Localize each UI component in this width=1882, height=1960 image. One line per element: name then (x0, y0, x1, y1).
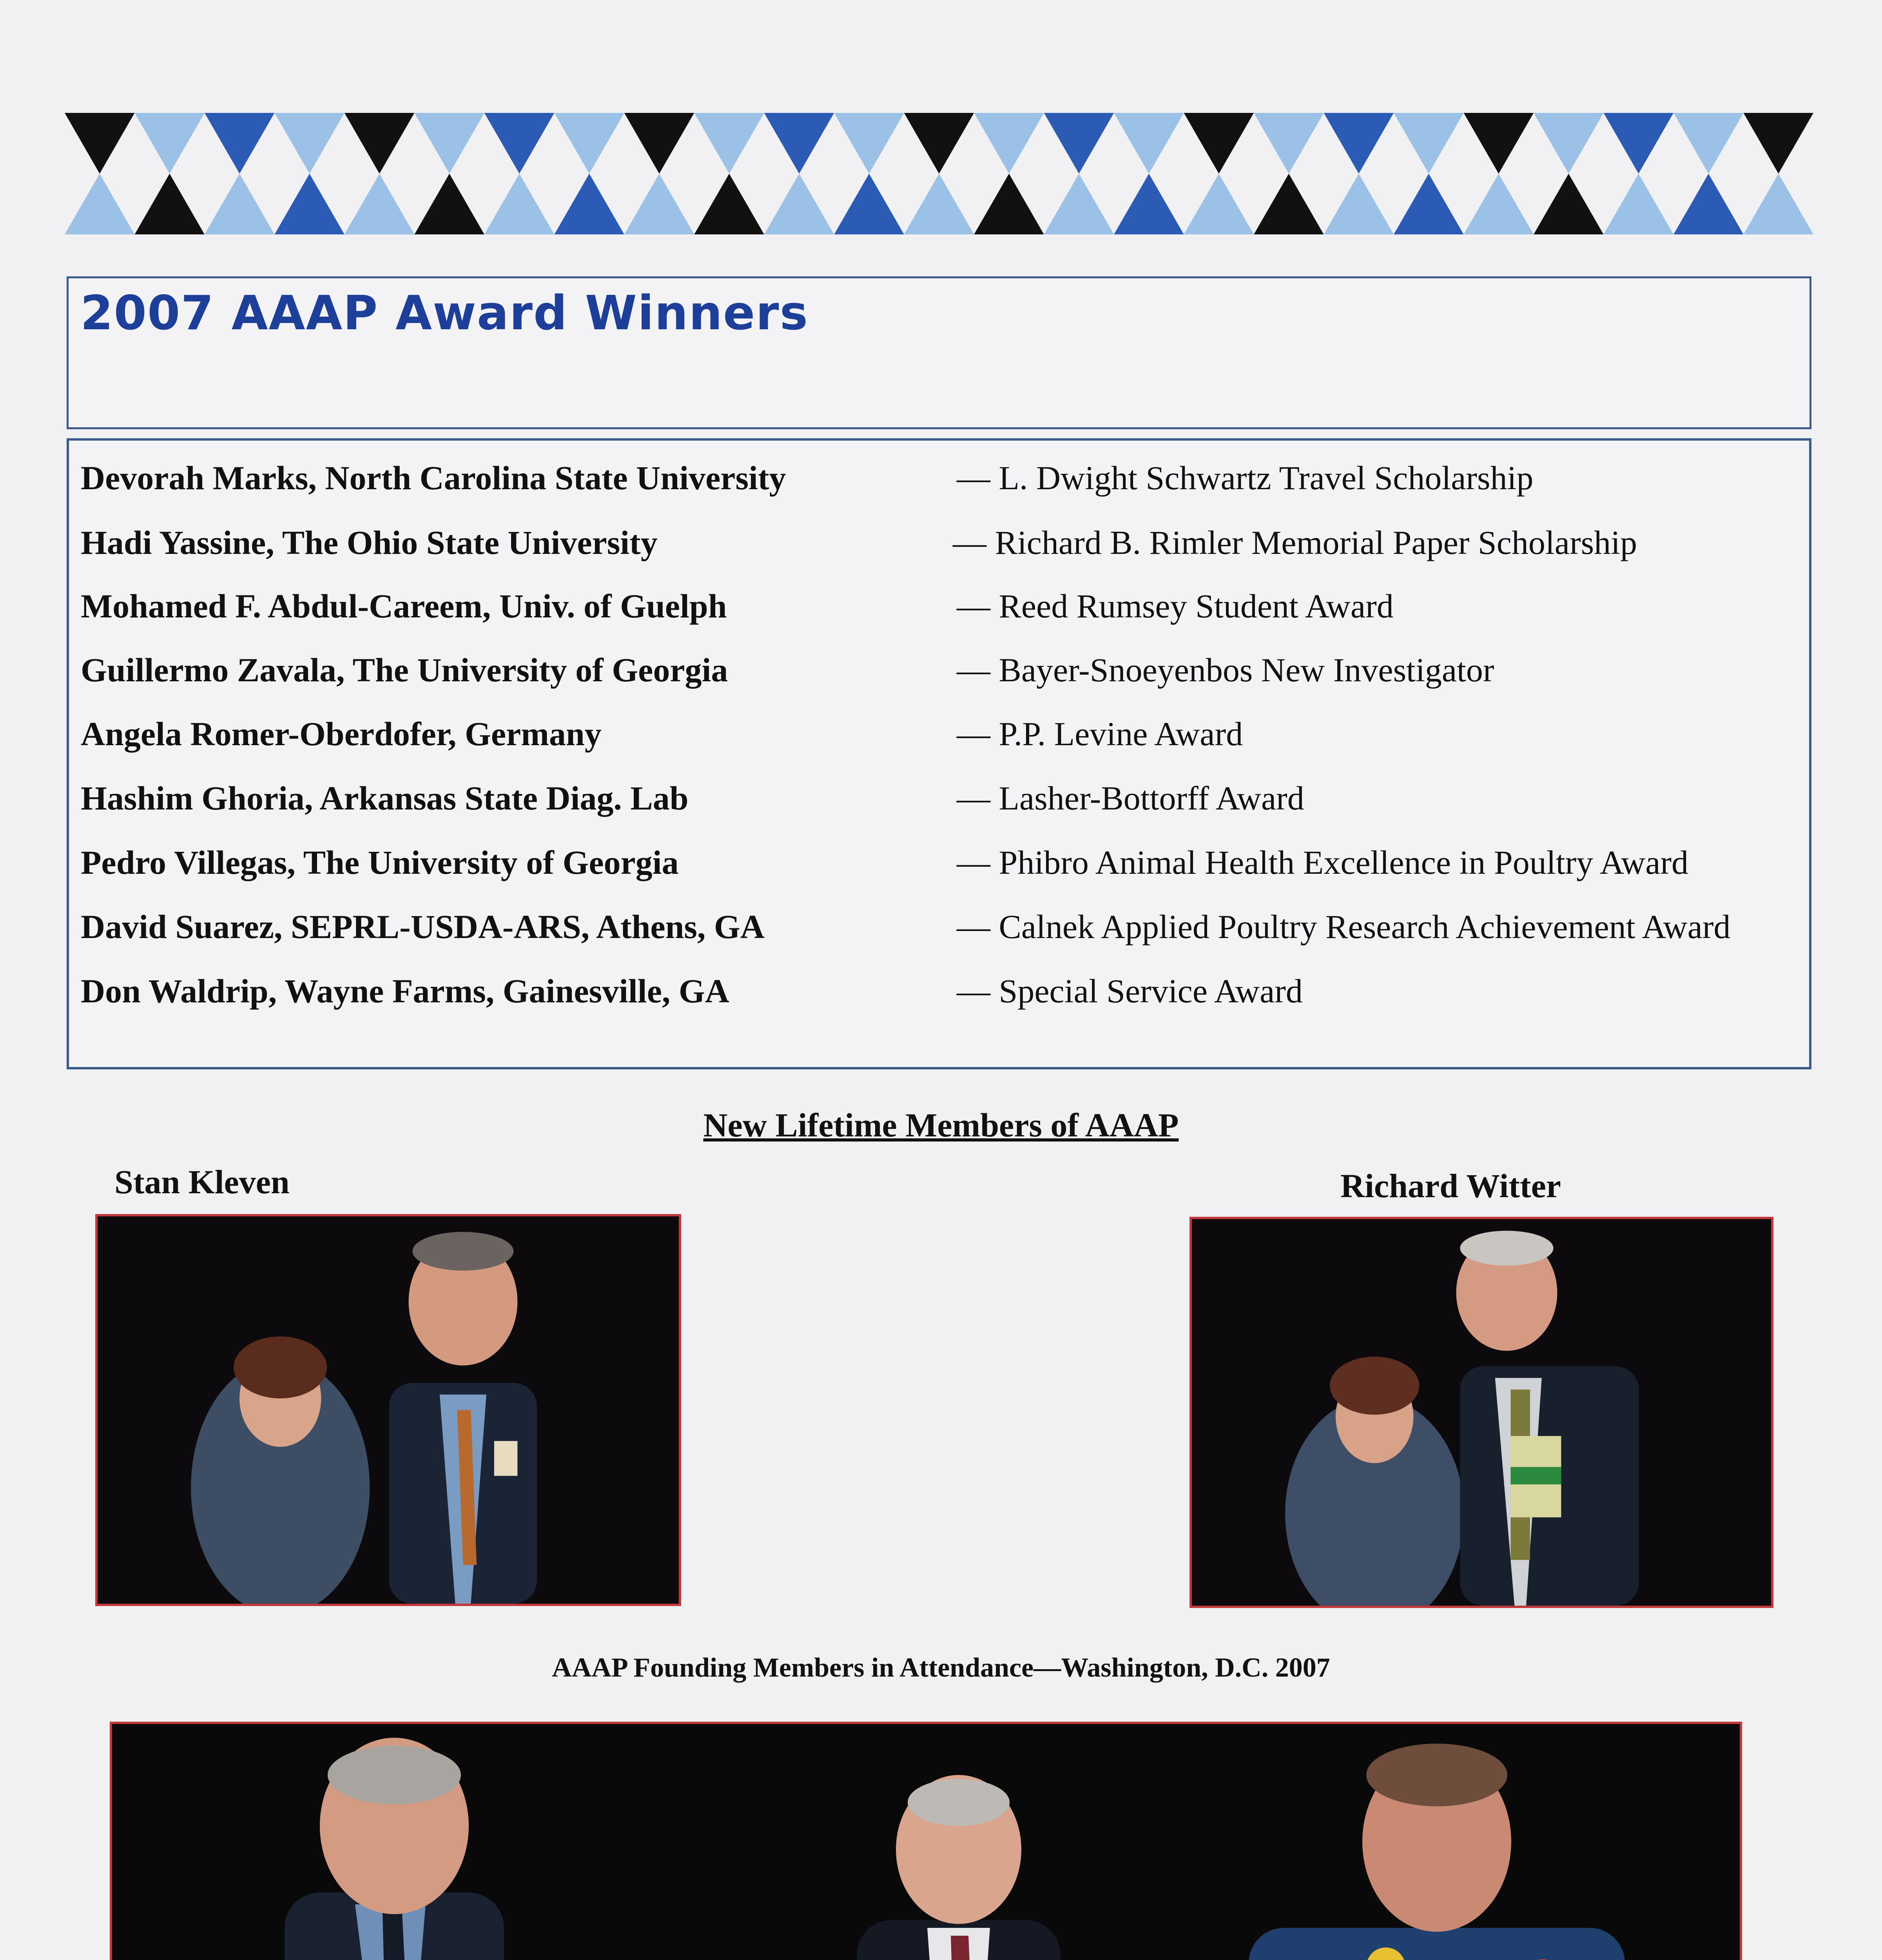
award-recipient: Don Waldrip, Wayne Farms, Gainesville, GA (81, 972, 729, 1010)
banner-triangle-down (344, 113, 414, 174)
banner-triangle-up (1604, 174, 1673, 234)
banner-triangle-down (1604, 113, 1673, 174)
award-title: — Phibro Animal Health Excellence in Poultry Award (957, 844, 1689, 881)
banner-triangle-up (344, 174, 414, 234)
collage-illustration (112, 1724, 1740, 1960)
banner-triangle-up (554, 174, 624, 234)
award-row (69, 586, 1809, 645)
banner-triangle-down (624, 113, 694, 174)
banner-triangle-down (1184, 113, 1254, 174)
banner-triangle-down (694, 113, 764, 174)
banner-triangle-up (205, 174, 274, 234)
banner-triangle-down (1254, 113, 1324, 174)
award-title: — Bayer-Snoeyenbos New Investigator (957, 651, 1494, 689)
banner-triangle-down (1114, 113, 1184, 174)
banner-triangle-up (1114, 174, 1184, 234)
banner-triangle-down (1744, 113, 1813, 174)
banner-triangle-down (834, 113, 904, 174)
banner-triangle-up (1254, 174, 1324, 234)
banner-triangle-up (834, 174, 904, 234)
banner-triangle-up (904, 174, 974, 234)
founding-members-collage (110, 1722, 1742, 1960)
banner-triangle-down (274, 113, 344, 174)
banner-triangle-up (484, 174, 554, 234)
award-title: — Reed Rumsey Student Award (957, 587, 1394, 625)
award-row (69, 650, 1809, 709)
banner-triangle-up (65, 174, 134, 234)
banner-triangle-down (1044, 113, 1114, 174)
page-title: 2007 AAAP Award Winners (80, 286, 809, 341)
banner-triangle-up (1534, 174, 1603, 234)
award-title: — P.P. Levine Award (957, 715, 1243, 753)
member-name-left: Stan Kleven (114, 1163, 290, 1201)
member-name-right: Richard Witter (1340, 1167, 1561, 1205)
award-row (69, 714, 1809, 773)
award-row (69, 523, 1809, 582)
award-row (69, 907, 1809, 966)
award-title: — Calnek Applied Poultry Research Achievement Award (957, 908, 1731, 946)
award-title: — Lasher-Bottorff Award (957, 779, 1304, 817)
photo-richard-witter (1189, 1217, 1773, 1608)
photo-stan-kleven (95, 1214, 681, 1606)
founding-members-heading: AAAP Founding Members in Attendance—Washington, D.C. 2007 (552, 1653, 1330, 1683)
banner-triangle-up (974, 174, 1044, 234)
banner-triangle-down (904, 113, 974, 174)
award-recipient: Hashim Ghoria, Arkansas State Diag. Lab (81, 779, 689, 817)
banner-triangle-down (134, 113, 204, 174)
triangle-banner (65, 113, 1813, 234)
title-box (67, 276, 1811, 429)
award-recipient: Pedro Villegas, The University of Georgia (81, 844, 679, 881)
banner-triangle-up (694, 174, 764, 234)
award-title: — Richard B. Rimler Memorial Paper Scholarship (953, 524, 1637, 561)
award-recipient: Angela Romer-Oberdofer, Germany (81, 715, 602, 753)
banner-triangle-up (134, 174, 204, 234)
award-row (69, 971, 1809, 1030)
banner-triangle-down (1534, 113, 1603, 174)
award-row (69, 779, 1809, 837)
banner-triangle-down (1673, 113, 1743, 174)
banner-triangle-down (65, 113, 134, 174)
award-title: — Special Service Award (957, 972, 1303, 1010)
banner-triangle-up (1394, 174, 1463, 234)
banner-triangle-up (1464, 174, 1534, 234)
banner-triangle-up (1673, 174, 1743, 234)
banner-triangle-down (1464, 113, 1534, 174)
banner-triangle-up (274, 174, 344, 234)
banner-triangle-down (1394, 113, 1463, 174)
banner-triangle-up (1744, 174, 1813, 234)
award-recipient: Hadi Yassine, The Ohio State University (81, 524, 658, 561)
award-recipient: David Suarez, SEPRL-USDA-ARS, Athens, GA (81, 908, 765, 946)
banner-triangle-down (554, 113, 624, 174)
award-recipient: Devorah Marks, North Carolina State University (81, 459, 786, 497)
banner-triangle-down (205, 113, 274, 174)
banner-triangle-up (1324, 174, 1394, 234)
banner-triangle-down (764, 113, 834, 174)
banner-triangle-up (624, 174, 694, 234)
banner-triangle-down (974, 113, 1044, 174)
lifetime-members-heading: New Lifetime Members of AAAP (703, 1106, 1179, 1144)
banner-triangle-up (414, 174, 484, 234)
award-row (69, 843, 1809, 902)
award-title: — L. Dwight Schwartz Travel Scholarship (957, 459, 1534, 497)
banner-triangle-down (414, 113, 484, 174)
photo-illustration (1192, 1219, 1771, 1606)
photo-illustration (98, 1216, 679, 1604)
award-recipient: Mohamed F. Abdul-Careem, Univ. of Guelph (81, 587, 727, 625)
award-row (69, 458, 1809, 517)
banner-triangle-down (1324, 113, 1394, 174)
award-recipient: Guillermo Zavala, The University of Georgia (81, 651, 728, 689)
banner-triangle-up (764, 174, 834, 234)
banner-triangle-up (1044, 174, 1114, 234)
awards-list (67, 438, 1811, 1069)
banner-triangle-up (1184, 174, 1254, 234)
banner-triangle-down (484, 113, 554, 174)
